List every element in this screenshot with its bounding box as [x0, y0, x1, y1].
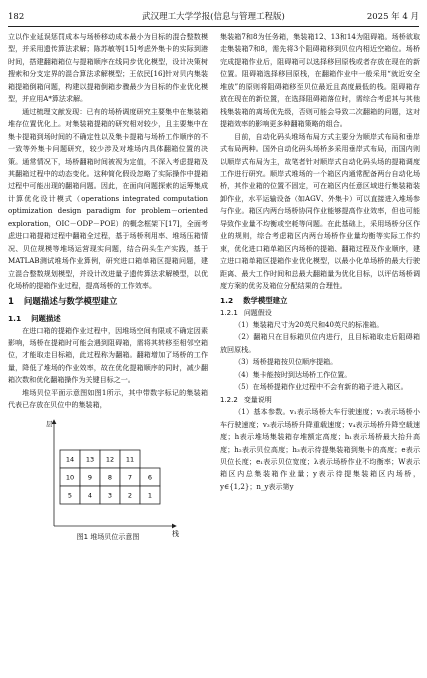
subsection-title: 数学模型建立	[243, 295, 288, 305]
subsubsection-heading	[220, 307, 420, 319]
paragraph: 堆场贝位平面示意图如图1所示，其中带数字标记的集装箱代表已存放在贝位中的集装箱，	[8, 387, 208, 410]
x-axis-label: 栈	[172, 529, 179, 538]
page-header	[8, 10, 419, 24]
subsubsection-number: 1.2.1	[220, 308, 238, 317]
assumption-item: （5）在场桥提箱作业过程中不会有新的箱子进入箱区。	[234, 382, 408, 392]
paragraph: 目前，自动化码头堆场布局方式主要分为顺岸式布局和垂岸式布局两种。国外自动化码头场桥多采用垂岸式布局，而国内则以顺岸式布局为主，故笔者针对顺岸式自动化码头场的提箱调度工作进行研究。顺岸式堆场的一个箱区内通常配备两台自动化场桥，其作业箱的位置不固定，可在箱区内任意区域进行集装箱装卸作业，水平运输设备（如AGV、外集卡）可以直接进入堆场参与作业。箱区内两台场桥协同作业能够提高作业效率，但也可能导致作业量不均衡或空耗等问题。在此基础上，采用场桥分区作业的规则，综合考虑箱区内两台场桥作业量均衡等实际工作约束，优化进口箱单箱区内场桥的提箱、翻箱过程及作业顺序，建立进口箱单箱区提箱作业优化模型，以最小化单场桥的最大行驶距离、最大工作时间和总最大翻箱量为优化目标，以评估场桥调度方案的优劣及箱位分配结果的合理性。	[220, 131, 420, 291]
section-title: 问题描述与数学模型建立	[23, 296, 118, 307]
y-axis-label: 层	[46, 419, 53, 428]
assumption-item: （3）场桥提箱按贝位顺序提箱。	[234, 357, 338, 367]
subsection-number: 1.2	[220, 295, 234, 305]
figure-caption: 图1 堆场贝位示意图	[76, 532, 140, 541]
container-label: 14	[65, 455, 75, 464]
paragraph: 在进口箱的提箱作业过程中，因堆场空间有限或不确定因素影响，场桥在提箱时可能会遇到阻碍箱，需将其转移至相邻空箱位，才能取走目标箱，此过程称为翻箱。翻箱增加了场桥的工作量，降低了堆场的作业效率，故在优化提箱顺序的同时，减少翻箱次数和优化翻箱操作为关键目标之一。	[8, 325, 208, 385]
section-heading	[8, 294, 208, 311]
container-label: 3	[107, 491, 113, 500]
paragraph: 立以作业延误惩罚成本与场桥移动成本最小为目标的混合整数模型，并采用遗传算法求解；陈苏敏等[15]考虑外集卡的实际到港时间，搭建翻箱箱位与提箱顺序在线同步优化模型，设计决策树搜索和分支定界的混合算法求解模型；王依民[16]针对贝内集装箱提箱倒箱问题，构建以提箱倒箱步骤最少为目标的作业优化模型，并应用A*算法求解。	[8, 32, 208, 104]
subsection-title: 问题描述	[31, 313, 61, 323]
container-label: 2	[127, 491, 133, 500]
paragraph: 通过梳理文献发现：已有的场桥调度研究主要集中在集装箱堆存位置优化上。对集装箱提箱的研究相对较少，且主要集中在集卡提箱到场时间的不确定性以及集卡提箱与场桥工作顺序的不一致等外集卡问题研究，较少涉及对堆场内具体翻箱位置的决策。通常情况下，场桥翻箱时间被视为定值，不深入考虑提箱及其翻箱过程中的动态变化。这种简化假设忽略了实际操作中提箱过程中可能出现的翻箱问题。因此，在面向问题探索的运筹集成计算优化设计模式（operations integrated computation optimization design paradigm for problem－oriented exploration，OIC－ODP－POE）的概念框架下[17]，全面考虑进口箱提箱过程中翻箱全过程，基于场桥利用率、堆场压箱情况、贝位规模等堆场运营现实问题，结合码头生产实践，基于MATLAB测试堆场作业算例，研究进口箱单箱区提箱问题，建立混合整数规划模型，并设计改进量子遗传算法求解模型，以优化场桥的提箱作业过程，提高场桥的工作效率。	[8, 106, 208, 291]
right-column	[220, 31, 420, 493]
container-label: 13	[85, 455, 95, 464]
container-label: 1	[147, 491, 153, 500]
subsection-heading	[220, 294, 420, 307]
container-label: 4	[87, 491, 93, 500]
container-label: 10	[65, 473, 75, 482]
container-label: 8	[107, 473, 113, 482]
subsubsection-title: 问题假设	[243, 308, 272, 317]
section-number: 1	[8, 296, 14, 307]
paragraph: （1）基本参数。v₁表示场桥大车行驶速度；v₂表示场桥小车行驶速度；v₃表示场桥升降重载速度；v₄表示场桥升降空载速度；h表示堆场集装箱存堆额定高度；h₁表示场桥最大抬升高度；h₂表示贝位高度；h₃表示待提集装箱到集卡的高度；e表示贝位长度；e₁表示贝位宽度；λ表示场桥作业不均衡率；W表示箱区内总集装箱作业量；y表示待提集装箱区内场桥，y∈{1,2}；n_y表示第y	[220, 407, 420, 491]
paragraph: 集装箱7和8为任务箱，集装箱12、13和14为阻碍箱。场桥欲取走集装箱7和8，需先将3个阻碍箱移到贝位内相近空箱位。场桥完成提箱作业后，阻碍箱可以选择移回原栈或者存放在现在的新位置。阻碍箱选择移回原栈，在翻箱作业中一般采用“就近安全堆放”的原则将阻碍箱移至贝位最近且高度最低的栈。阻碍箱存放在现在的新位置，在选择阻碍箱落位时，需综合考虑其与其他栈集装箱的离场优先级，否则可能会导致二次翻箱的问题，这对提箱效率的影响更多种翻箱策略的组合。	[220, 32, 420, 129]
container-label: 7	[127, 473, 133, 482]
container-label: 11	[125, 455, 135, 464]
subsection-heading	[8, 312, 208, 325]
left-column	[8, 31, 208, 542]
assumption-item: （4）集卡能按时到达场桥工作位置。	[234, 369, 352, 379]
journal-title: 武汉理工大学学报(信息与管理工程版)	[142, 12, 285, 22]
assumption-item: （1）集装箱尺寸为20英尺和40英尺的标准箱。	[234, 319, 384, 329]
container-label: 6	[147, 473, 153, 482]
issue-date: 2025 年 4 月	[366, 12, 419, 22]
container-label: 9	[87, 473, 93, 482]
header-rule	[8, 26, 419, 27]
container-label: 5	[67, 491, 73, 500]
container-label: 12	[105, 455, 115, 464]
subsubsection-heading	[220, 394, 420, 406]
subsubsection-number: 1.2.2	[220, 395, 238, 404]
page-number: 182	[8, 12, 25, 22]
subsection-number: 1.1	[8, 313, 22, 323]
assumption-item: （2）翻箱只在目标箱贝位内进行，且目标箱取走后阻碍箱放回原栈。	[220, 332, 420, 354]
subsubsection-title: 变量说明	[243, 395, 272, 404]
